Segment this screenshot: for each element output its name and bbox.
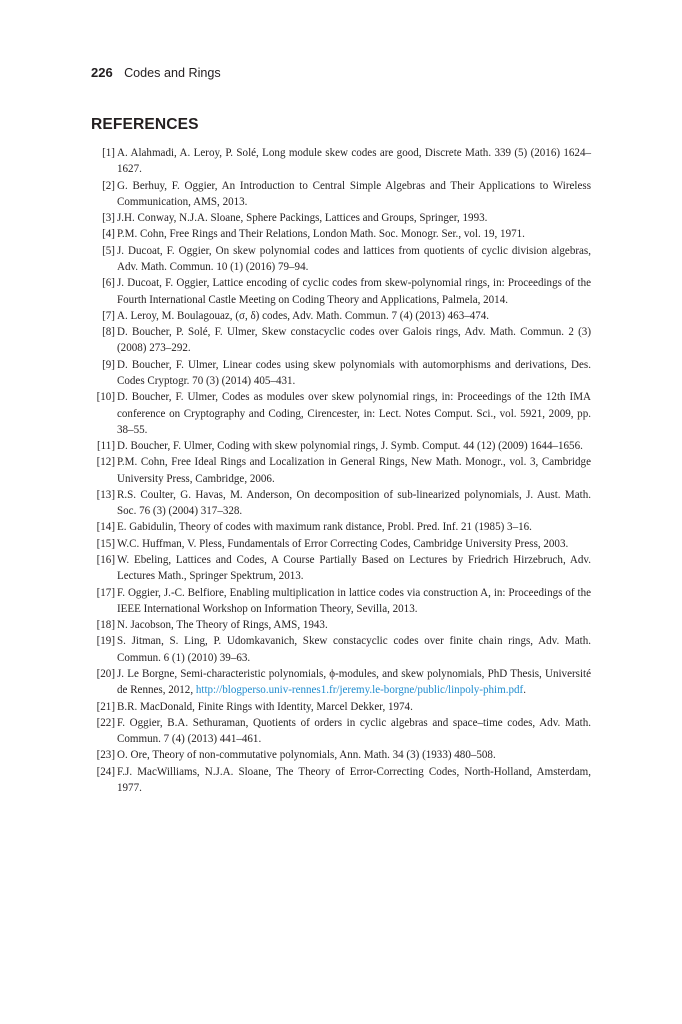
reference-text: J. Le Borgne, Semi-characteristic polynomials, ϕ-modules, and skew polynomials, PhD Thesis, Université de Rennes, 2012,	[117, 668, 591, 697]
reference-number: [5]	[102, 244, 115, 257]
reference-text: S. Jitman, S. Ling, P. Udomkavanich, Skew constacyclic codes over finite chain rings, Adv. Math. Commun. 6 (1) (2010) 39–63.	[117, 635, 591, 664]
reference-number: [15]	[96, 537, 115, 550]
reference-text: D. Boucher, F. Ulmer, Coding with skew polynomial rings, J. Symb. Comput. 44 (12) (2009) 1644–1656.	[117, 440, 583, 453]
reference-text: F. Oggier, J.-C. Belfiore, Enabling multiplication in lattice codes via construction A, in: Proceedings of the IEEE International Workshop on Information Theory, Sevilla, 2013.	[117, 586, 591, 615]
reference-number: [16]	[96, 554, 115, 567]
reference-text: D. Boucher, P. Solé, F. Ulmer, Skew constacyclic codes over Galois rings, Adv. Math. Commun. 2 (3) (2008) 273–292.	[117, 326, 591, 355]
reference-item	[91, 389, 591, 438]
reference-item	[91, 585, 591, 618]
reference-text: F.J. MacWilliams, N.J.A. Sloane, The Theory of Error-Correcting Codes, North-Holland, Amsterdam, 1977.	[117, 765, 591, 794]
reference-number: [18]	[96, 619, 115, 632]
reference-number: [21]	[96, 700, 115, 713]
reference-text: J.H. Conway, N.J.A. Sloane, Sphere Packings, Lattices and Groups, Springer, 1993.	[117, 212, 488, 225]
reference-link[interactable]: http://blogperso.univ-rennes1.fr/jeremy.le-borgne/public/linpoly-phim.pdf	[195, 684, 524, 697]
reference-item	[91, 552, 591, 585]
reference-number: [9]	[102, 358, 115, 371]
reference-text: N. Jacobson, The Theory of Rings, AMS, 1943.	[117, 619, 328, 632]
page-number: 226	[91, 65, 113, 80]
reference-text: D. Boucher, F. Ulmer, Linear codes using skew polynomials with automorphisms and derivations, Des. Codes Cryptogr. 70 (3) (2014) 405–431.	[117, 358, 591, 387]
reference-number: [2]	[102, 179, 115, 192]
reference-item	[91, 666, 591, 699]
reference-item	[91, 536, 591, 552]
reference-text-end: .	[523, 684, 526, 697]
reference-item	[91, 699, 591, 715]
reference-number: [22]	[96, 716, 115, 729]
reference-item	[91, 747, 591, 763]
reference-number: [17]	[96, 586, 115, 599]
reference-number: [20]	[96, 668, 115, 680]
reference-text: A. Leroy, M. Boulagouaz, (σ, δ) codes, Adv. Math. Commun. 7 (4) (2013) 463–474.	[117, 309, 490, 322]
reference-number: [23]	[96, 749, 115, 762]
reference-number: [4]	[102, 228, 115, 241]
reference-number: [13]	[96, 488, 115, 501]
reference-item	[91, 145, 591, 178]
reference-item	[91, 487, 591, 520]
reference-text: B.R. MacDonald, Finite Rings with Identity, Marcel Dekker, 1974.	[117, 700, 413, 713]
reference-list	[91, 145, 591, 796]
reference-item	[91, 454, 591, 487]
reference-text: W.C. Huffman, V. Pless, Fundamentals of Error Correcting Codes, Cambridge University Press, 2003.	[117, 537, 569, 550]
reference-item	[91, 210, 591, 226]
reference-item	[91, 178, 591, 211]
reference-number: [8]	[102, 326, 115, 339]
reference-number: [7]	[102, 309, 115, 322]
reference-item	[91, 324, 591, 357]
section-title: REFERENCES	[91, 116, 199, 133]
reference-item	[91, 519, 591, 535]
reference-number: [3]	[102, 212, 115, 225]
reference-text: D. Boucher, F. Ulmer, Codes as modules over skew polynomial rings, in: Proceedings of the 12th IMA conference on Cryptography and Coding, Cirencester, in: Lect. Notes Comput. Sci., vol. 5921, 2009, pp. 38–55.	[117, 391, 591, 436]
reference-text: F. Oggier, B.A. Sethuraman, Quotients of orders in cyclic algebras and space–time codes, Adv. Math. Commun. 7 (4) (2013) 441–461.	[117, 716, 591, 746]
reference-text: R.S. Coulter, G. Havas, M. Anderson, On decomposition of sub-linearized polynomials, J. Aust. Math. Soc. 76 (3) (2004) 317–328.	[117, 488, 591, 518]
reference-text: O. Ore, Theory of non-commutative polynomials, Ann. Math. 34 (3) (1933) 480–508.	[117, 749, 496, 762]
running-title: Codes and Rings	[124, 66, 221, 80]
reference-number: [6]	[102, 277, 115, 290]
page-header	[91, 64, 221, 82]
reference-number: [14]	[96, 521, 115, 534]
reference-item	[91, 357, 591, 390]
reference-text: A. Alahmadi, A. Leroy, P. Solé, Long module skew codes are good, Discrete Math. 339 (5) (2016) 1624–1627.	[117, 147, 591, 176]
reference-item	[91, 617, 591, 633]
reference-text: W. Ebeling, Lattices and Codes, A Course Partially Based on Lectures by Friedrich Hirzebruch, Adv. Lectures Math., Springer Spektrum, 2013.	[117, 554, 591, 583]
reference-item	[91, 438, 591, 454]
reference-text: J. Ducoat, F. Oggier, On skew polynomial codes and lattices from quotients of cyclic division algebras, Adv. Math. Commun. 10 (1) (2016) 79–94.	[117, 244, 591, 273]
reference-number: [19]	[96, 635, 115, 648]
reference-number: [1]	[102, 147, 115, 159]
reference-item	[91, 633, 591, 666]
reference-item	[91, 275, 591, 308]
reference-item	[91, 226, 591, 242]
reference-number: [12]	[96, 456, 115, 469]
reference-item	[91, 764, 591, 797]
reference-item	[91, 308, 591, 324]
reference-text: E. Gabidulin, Theory of codes with maximum rank distance, Probl. Pred. Inf. 21 (1985) 3–16.	[117, 521, 532, 534]
reference-number: [10]	[96, 391, 115, 404]
reference-text: J. Ducoat, F. Oggier, Lattice encoding of cyclic codes from skew-polynomial rings, in: Proceedings of the Fourth International Castle Meeting on Coding Theory and Applications, Palmela, 2014.	[117, 277, 591, 306]
reference-item	[91, 243, 591, 276]
reference-number: [11]	[97, 440, 115, 453]
reference-text: P.M. Cohn, Free Rings and Their Relations, London Math. Soc. Monogr. Ser., vol. 19, 1971.	[117, 228, 525, 241]
reference-text: P.M. Cohn, Free Ideal Rings and Localization in General Rings, New Math. Monogr., vol. 3, Cambridge University Press, Cambridge, 2006.	[117, 456, 591, 485]
reference-text: G. Berhuy, F. Oggier, An Introduction to Central Simple Algebras and Their Applications to Wireless Communication, AMS, 2013.	[117, 179, 591, 208]
reference-item	[91, 715, 591, 748]
reference-number: [24]	[96, 765, 115, 778]
